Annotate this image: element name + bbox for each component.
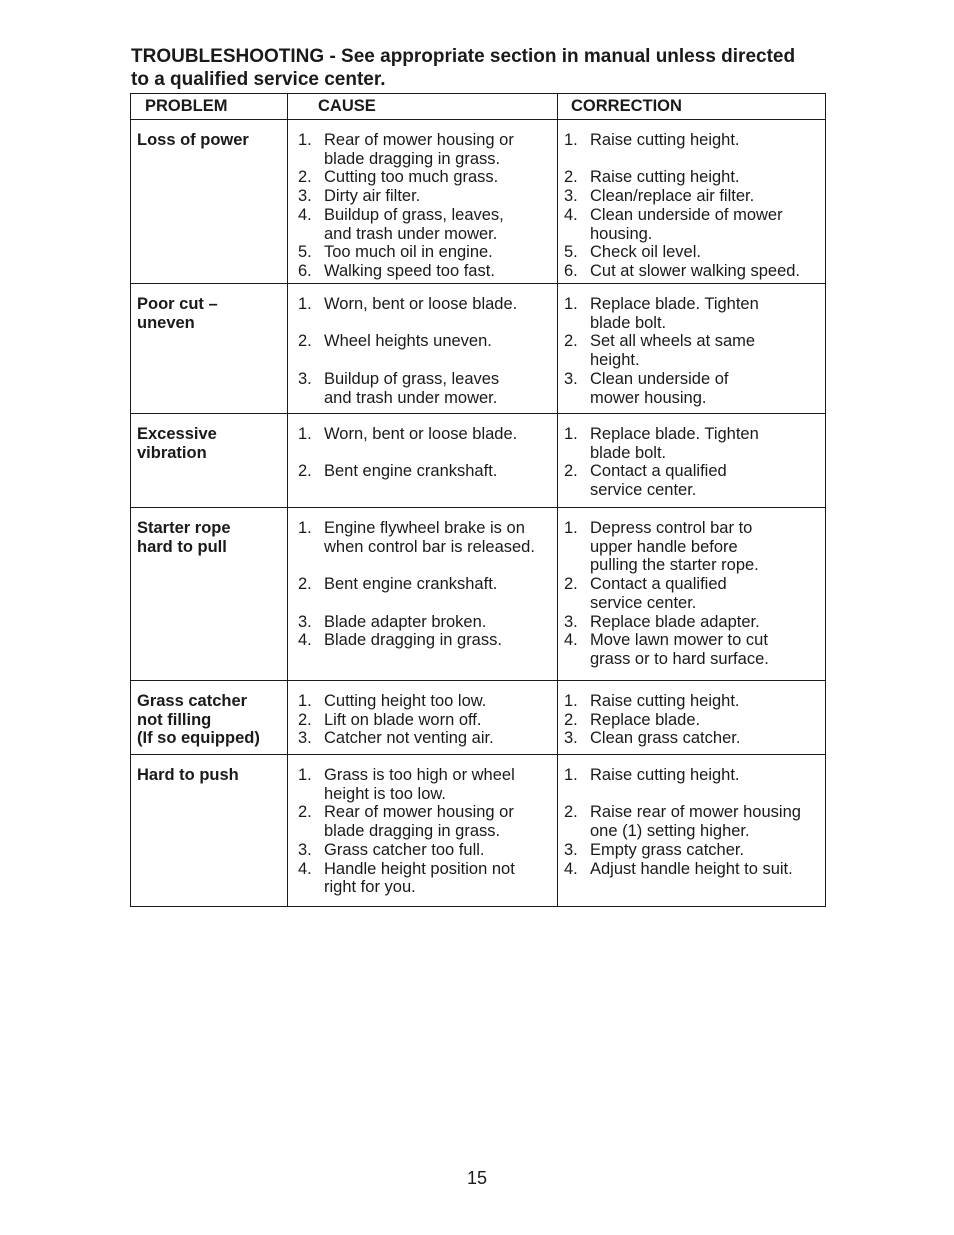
column-header-correction: CORRECTION bbox=[558, 94, 826, 120]
cause-item-text: Too much oil in engine. bbox=[324, 243, 493, 262]
cause-item-text bbox=[324, 594, 555, 613]
cause-list-item bbox=[288, 370, 555, 389]
cause-list-item bbox=[288, 785, 555, 804]
correction-list-item bbox=[558, 206, 823, 225]
problem-text: Poor cut – bbox=[137, 295, 218, 313]
cause-item-number: 1. bbox=[298, 425, 312, 443]
cause-list-item bbox=[288, 131, 555, 150]
correction-item-text: Replace blade adapter. bbox=[590, 612, 760, 631]
cause-list-item bbox=[288, 187, 555, 206]
cause-item-text: Buildup of grass, leaves, bbox=[324, 205, 504, 224]
cause-list-item bbox=[288, 351, 555, 370]
cause-list-item bbox=[288, 389, 555, 408]
correction-item-number: 3. bbox=[564, 729, 578, 748]
correction-item-text: Check oil level. bbox=[590, 243, 701, 262]
table-header-row bbox=[131, 94, 826, 120]
cause-list-item bbox=[288, 462, 555, 481]
cause-item-text: Worn, bent or loose blade. bbox=[324, 425, 518, 443]
table-body bbox=[131, 120, 826, 907]
correction-list-item bbox=[558, 650, 823, 669]
heading-line-1: TROUBLESHOOTING - See appropriate section in manual unless directed bbox=[131, 46, 796, 67]
correction-cell bbox=[558, 414, 826, 508]
cause-item-text: Bent engine crankshaft. bbox=[324, 575, 498, 594]
correction-item-text: mower housing. bbox=[590, 388, 707, 407]
correction-list-item bbox=[558, 462, 823, 481]
cause-item-text: right for you. bbox=[324, 878, 416, 897]
correction-item-number: 5. bbox=[564, 243, 578, 262]
problem-cell bbox=[131, 414, 288, 508]
correction-item-text: Contact a qualified bbox=[590, 575, 727, 594]
correction-item-text: Replace blade. bbox=[590, 710, 701, 729]
cause-list-item bbox=[288, 150, 555, 169]
table-row bbox=[131, 414, 826, 508]
correction-list-item bbox=[558, 729, 823, 748]
correction-item-text: height. bbox=[590, 351, 640, 370]
correction-list-item bbox=[558, 575, 823, 594]
page-number: 15 bbox=[466, 1168, 488, 1188]
cause-list-item bbox=[288, 295, 555, 314]
cause-item-text: Walking speed too fast. bbox=[324, 261, 495, 280]
correction-item-text: pulling the starter rope. bbox=[590, 556, 759, 575]
correction-item-number: 1. bbox=[564, 425, 578, 443]
correction-item-number: 4. bbox=[564, 205, 578, 224]
correction-list-item bbox=[558, 444, 823, 463]
correction-item-text: Cut at slower walking speed. bbox=[590, 261, 801, 280]
correction-cell bbox=[558, 681, 826, 755]
correction-list-item bbox=[558, 860, 823, 879]
cause-list-item bbox=[288, 519, 555, 538]
column-header-cause: CAUSE bbox=[288, 94, 558, 120]
cause-item-number: 3. bbox=[298, 187, 312, 206]
cause-item-number: 2. bbox=[298, 710, 312, 729]
cause-item-text: and trash under mower. bbox=[324, 388, 498, 407]
correction-item-text: Clean underside of bbox=[590, 369, 729, 388]
cause-item-text: Cutting height too low. bbox=[324, 692, 487, 710]
correction-item-text: Contact a qualified bbox=[590, 462, 727, 481]
correction-list-item bbox=[558, 613, 823, 632]
correction-list-item bbox=[558, 481, 823, 500]
correction-item-text: housing. bbox=[590, 224, 653, 243]
correction-item-number: 4. bbox=[564, 631, 578, 650]
cause-item-text: blade dragging in grass. bbox=[324, 149, 501, 168]
correction-cell bbox=[558, 284, 826, 414]
cause-item-number: 3. bbox=[298, 369, 312, 388]
correction-item-text: Raise cutting height. bbox=[590, 168, 740, 187]
correction-item-number: 2. bbox=[564, 332, 578, 351]
cause-item-text: Grass is too high or wheel bbox=[324, 766, 515, 784]
correction-item-text: service center. bbox=[590, 593, 697, 612]
cause-item-text: Rear of mower housing or bbox=[324, 803, 514, 822]
cause-item-text: blade dragging in grass. bbox=[324, 822, 501, 841]
correction-list-item bbox=[558, 168, 823, 187]
cause-list-item bbox=[288, 225, 555, 244]
correction-list-item bbox=[558, 295, 823, 314]
cause-list-item bbox=[288, 692, 555, 711]
cause-list-item bbox=[288, 841, 555, 860]
cause-item-number: 3. bbox=[298, 729, 312, 748]
cause-cell bbox=[288, 755, 558, 907]
cause-list-item bbox=[288, 168, 555, 187]
problem-text: (If so equipped) bbox=[137, 729, 260, 747]
cause-item-text: Handle height position not bbox=[324, 859, 515, 878]
correction-item-number: 2. bbox=[564, 168, 578, 187]
cause-item-text: Worn, bent or loose blade. bbox=[324, 295, 518, 313]
correction-list-item bbox=[558, 692, 823, 711]
cause-list-item bbox=[288, 556, 555, 575]
cause-list-item bbox=[288, 613, 555, 632]
cause-list-item bbox=[288, 314, 555, 333]
cause-item-text: Engine flywheel brake is on bbox=[324, 519, 525, 537]
correction-item-text: Clean grass catcher. bbox=[590, 729, 741, 748]
cause-item-number: 1. bbox=[298, 692, 312, 710]
problem-text: not filling bbox=[137, 710, 212, 729]
cause-item-number: 1. bbox=[298, 131, 312, 149]
cause-list-item bbox=[288, 878, 555, 897]
table-row bbox=[131, 508, 826, 681]
correction-item-text: Raise rear of mower housing bbox=[590, 803, 801, 822]
cause-item-number: 4. bbox=[298, 631, 312, 650]
correction-item-number: 2. bbox=[564, 575, 578, 594]
correction-list-item bbox=[558, 262, 823, 281]
cause-item-text: Rear of mower housing or bbox=[324, 131, 514, 149]
cause-list-item bbox=[288, 332, 555, 351]
correction-cell bbox=[558, 755, 826, 907]
correction-list-item bbox=[558, 841, 823, 860]
cause-cell bbox=[288, 120, 558, 284]
correction-list-item bbox=[558, 187, 823, 206]
problem-cell bbox=[131, 755, 288, 907]
correction-list-item bbox=[558, 389, 823, 408]
cause-list-item bbox=[288, 243, 555, 262]
correction-item-text: blade bolt. bbox=[590, 443, 667, 462]
cause-cell bbox=[288, 681, 558, 755]
cause-list-item bbox=[288, 262, 555, 281]
correction-item-number: 1. bbox=[564, 295, 578, 313]
correction-item-text: Clean/replace air filter. bbox=[590, 187, 755, 206]
correction-list-item bbox=[558, 370, 823, 389]
cause-item-text: Lift on blade worn off. bbox=[324, 710, 482, 729]
correction-list-item bbox=[558, 803, 823, 822]
correction-list-item bbox=[558, 822, 823, 841]
table-row bbox=[131, 120, 826, 284]
correction-item-number: 1. bbox=[564, 692, 578, 710]
cause-item-text: Wheel heights uneven. bbox=[324, 332, 492, 351]
cause-item-text: Grass catcher too full. bbox=[324, 840, 485, 859]
correction-item-text: one (1) setting higher. bbox=[590, 822, 750, 841]
cause-item-text: and trash under mower. bbox=[324, 224, 498, 243]
column-header-problem: PROBLEM bbox=[131, 94, 288, 120]
correction-item-number: 3. bbox=[564, 369, 578, 388]
problem-cell bbox=[131, 120, 288, 284]
problem-cell bbox=[131, 681, 288, 755]
correction-item-text: Replace blade. Tighten bbox=[590, 425, 759, 443]
correction-item-text bbox=[590, 150, 823, 169]
correction-item-number: 4. bbox=[564, 859, 578, 878]
cause-item-number: 5. bbox=[298, 243, 312, 262]
heading-line-2: to a qualified service center. bbox=[131, 69, 386, 90]
correction-item-text: Raise cutting height. bbox=[590, 131, 740, 149]
cause-item-text: Buildup of grass, leaves bbox=[324, 369, 500, 388]
correction-item-number: 2. bbox=[564, 803, 578, 822]
correction-list-item bbox=[558, 131, 823, 150]
cause-item-number: 2. bbox=[298, 803, 312, 822]
cause-item-text: Catcher not venting air. bbox=[324, 729, 494, 748]
cause-item-text bbox=[324, 444, 555, 463]
correction-item-text: Replace blade. Tighten bbox=[590, 295, 759, 313]
correction-item-text: Empty grass catcher. bbox=[590, 840, 745, 859]
correction-cell bbox=[558, 508, 826, 681]
problem-cell bbox=[131, 508, 288, 681]
correction-list-item bbox=[558, 594, 823, 613]
cause-item-text: Bent engine crankshaft. bbox=[324, 462, 498, 481]
cause-list-item bbox=[288, 711, 555, 730]
cause-item-text bbox=[324, 314, 555, 333]
correction-item-number: 2. bbox=[564, 462, 578, 481]
cause-item-text: Blade dragging in grass. bbox=[324, 631, 502, 650]
correction-item-number: 1. bbox=[564, 519, 578, 537]
correction-list-item bbox=[558, 631, 823, 650]
problem-text: Hard to push bbox=[137, 766, 239, 784]
correction-list-item bbox=[558, 243, 823, 262]
correction-item-text: grass or to hard surface. bbox=[590, 649, 769, 668]
cause-item-number: 3. bbox=[298, 840, 312, 859]
correction-item-number: 6. bbox=[564, 261, 578, 280]
cause-cell bbox=[288, 414, 558, 508]
problem-text: Excessive bbox=[137, 425, 217, 443]
correction-item-text: Adjust handle height to suit. bbox=[590, 859, 793, 878]
correction-list-item bbox=[558, 225, 823, 244]
cause-item-number: 2. bbox=[298, 168, 312, 187]
cause-item-number: 4. bbox=[298, 859, 312, 878]
cause-list-item bbox=[288, 822, 555, 841]
cause-list-item bbox=[288, 425, 555, 444]
cause-item-number: 1. bbox=[298, 519, 312, 537]
correction-item-text: Set all wheels at same bbox=[590, 332, 756, 351]
cause-cell bbox=[288, 508, 558, 681]
correction-list-item bbox=[558, 332, 823, 351]
correction-list-item bbox=[558, 556, 823, 575]
cause-item-text bbox=[324, 351, 555, 370]
cause-item-number: 2. bbox=[298, 575, 312, 594]
correction-item-text: Raise cutting height. bbox=[590, 692, 740, 710]
cause-item-number: 1. bbox=[298, 766, 312, 784]
cause-cell bbox=[288, 284, 558, 414]
correction-item-text bbox=[590, 785, 823, 804]
cause-list-item bbox=[288, 803, 555, 822]
cause-list-item bbox=[288, 206, 555, 225]
correction-list-item bbox=[558, 766, 823, 785]
table-row bbox=[131, 284, 826, 414]
problem-text: uneven bbox=[137, 313, 195, 332]
correction-item-number: 1. bbox=[564, 766, 578, 784]
correction-list-item bbox=[558, 314, 823, 333]
correction-list-item bbox=[558, 351, 823, 370]
correction-list-item bbox=[558, 150, 823, 169]
correction-list-item bbox=[558, 711, 823, 730]
correction-item-number: 3. bbox=[564, 840, 578, 859]
problem-text: vibration bbox=[137, 443, 207, 462]
cause-item-number: 2. bbox=[298, 462, 312, 481]
correction-item-number: 1. bbox=[564, 131, 578, 149]
problem-text: Starter rope bbox=[137, 519, 231, 537]
cause-item-text: when control bar is released. bbox=[324, 537, 535, 556]
page-heading bbox=[131, 45, 851, 91]
correction-item-text: Raise cutting height. bbox=[590, 766, 740, 784]
correction-item-text: Depress control bar to bbox=[590, 519, 753, 537]
troubleshooting-table bbox=[130, 93, 826, 907]
correction-item-text: blade bolt. bbox=[590, 313, 667, 332]
problem-text: Grass catcher bbox=[137, 692, 248, 710]
correction-item-text: service center. bbox=[590, 481, 697, 500]
cause-list-item bbox=[288, 538, 555, 557]
problem-text: hard to pull bbox=[137, 537, 227, 556]
correction-cell bbox=[558, 120, 826, 284]
table-row bbox=[131, 755, 826, 907]
correction-item-text: Clean underside of mower bbox=[590, 205, 783, 224]
correction-item-number: 3. bbox=[564, 187, 578, 206]
cause-list-item bbox=[288, 766, 555, 785]
cause-list-item bbox=[288, 631, 555, 650]
correction-item-text: Move lawn mower to cut bbox=[590, 631, 768, 650]
cause-list-item bbox=[288, 729, 555, 748]
cause-item-number: 3. bbox=[298, 612, 312, 631]
cause-list-item bbox=[288, 860, 555, 879]
correction-list-item bbox=[558, 538, 823, 557]
correction-item-number: 2. bbox=[564, 710, 578, 729]
cause-item-number: 6. bbox=[298, 261, 312, 280]
correction-item-number: 3. bbox=[564, 612, 578, 631]
problem-text: Loss of power bbox=[137, 131, 249, 149]
correction-list-item bbox=[558, 425, 823, 444]
cause-item-text: Dirty air filter. bbox=[324, 187, 421, 206]
cause-item-text: Blade adapter broken. bbox=[324, 612, 487, 631]
problem-cell bbox=[131, 284, 288, 414]
cause-item-text bbox=[324, 556, 555, 575]
cause-item-text: Cutting too much grass. bbox=[324, 168, 499, 187]
table-row bbox=[131, 681, 826, 755]
cause-item-number: 4. bbox=[298, 205, 312, 224]
correction-item-text: upper handle before bbox=[590, 537, 738, 556]
cause-list-item bbox=[288, 594, 555, 613]
correction-list-item bbox=[558, 519, 823, 538]
correction-list-item bbox=[558, 785, 823, 804]
cause-item-number: 2. bbox=[298, 332, 312, 351]
cause-list-item bbox=[288, 444, 555, 463]
cause-item-number: 1. bbox=[298, 295, 312, 313]
cause-list-item bbox=[288, 575, 555, 594]
cause-item-text: height is too low. bbox=[324, 784, 446, 803]
